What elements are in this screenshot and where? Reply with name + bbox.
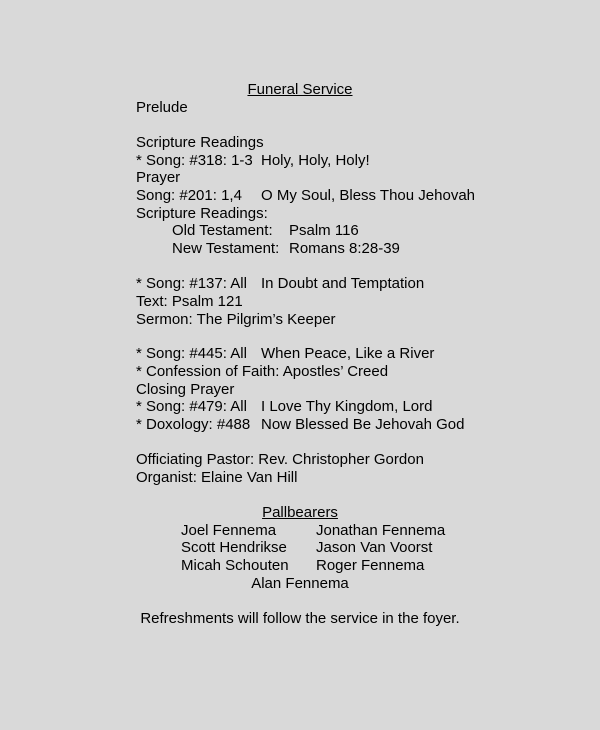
- doxology-row: [136, 416, 465, 434]
- new-testament-row: [172, 240, 400, 258]
- officiating-pastor: Officiating Pastor: Rev. Christopher Gordon: [136, 451, 424, 468]
- song-137-label: * Song: #137: All: [136, 275, 247, 292]
- prayer: Prayer: [136, 169, 181, 186]
- text-reference: Text: Psalm 121: [136, 293, 243, 310]
- confession-of-faith: * Confession of Faith: Apostles’ Creed: [136, 363, 389, 380]
- song-318-row: [136, 152, 370, 170]
- pallbearer-name: Alan Fennema: [251, 575, 349, 592]
- song-479-title: I Love Thy Kingdom, Lord: [261, 398, 433, 415]
- scripture-readings-label: Scripture Readings:: [136, 205, 268, 222]
- song-201-label: Song: #201: 1,4: [136, 187, 242, 204]
- pallbearers-heading: Pallbearers: [262, 504, 338, 521]
- old-testament-label: Old Testament:: [172, 222, 273, 239]
- song-201-title: O My Soul, Bless Thou Jehovah: [261, 187, 475, 204]
- page-title: Funeral Service: [247, 81, 353, 98]
- prelude: Prelude: [136, 99, 188, 116]
- pallbearer-name: Jonathan Fennema: [316, 522, 446, 539]
- scripture-readings-heading: Scripture Readings: [136, 134, 264, 151]
- song-479-row: [136, 398, 433, 416]
- pallbearer-name: Jason Van Voorst: [316, 539, 433, 556]
- pallbearer-name: Micah Schouten: [181, 557, 289, 574]
- doxology-label: * Doxology: #488: [136, 416, 251, 433]
- song-137-title: In Doubt and Temptation: [261, 275, 425, 292]
- old-testament-value: Psalm 116: [289, 222, 359, 239]
- song-445-title: When Peace, Like a River: [261, 345, 435, 362]
- song-479-label: * Song: #479: All: [136, 398, 247, 415]
- song-318-label: * Song: #318: 1-3: [136, 152, 253, 169]
- song-318-title: Holy, Holy, Holy!: [261, 152, 370, 169]
- pallbearer-name: Scott Hendrikse: [181, 539, 287, 556]
- doxology-title: Now Blessed Be Jehovah God: [261, 416, 465, 433]
- old-testament-row: [172, 222, 359, 240]
- refreshments-note: Refreshments will follow the service in the foyer.: [140, 610, 460, 627]
- pallbearer-name: Joel Fennema: [181, 522, 277, 539]
- song-445-row: [136, 345, 435, 363]
- song-201-row: [136, 187, 475, 205]
- sermon: Sermon: The Pilgrim’s Keeper: [136, 311, 336, 328]
- new-testament-value: Romans 8:28-39: [289, 240, 400, 257]
- pallbearer-name: Roger Fennema: [316, 557, 425, 574]
- closing-prayer: Closing Prayer: [136, 381, 235, 398]
- song-445-label: * Song: #445: All: [136, 345, 247, 362]
- song-137-row: [136, 275, 425, 293]
- organist: Organist: Elaine Van Hill: [136, 469, 298, 486]
- new-testament-label: New Testament:: [172, 240, 280, 257]
